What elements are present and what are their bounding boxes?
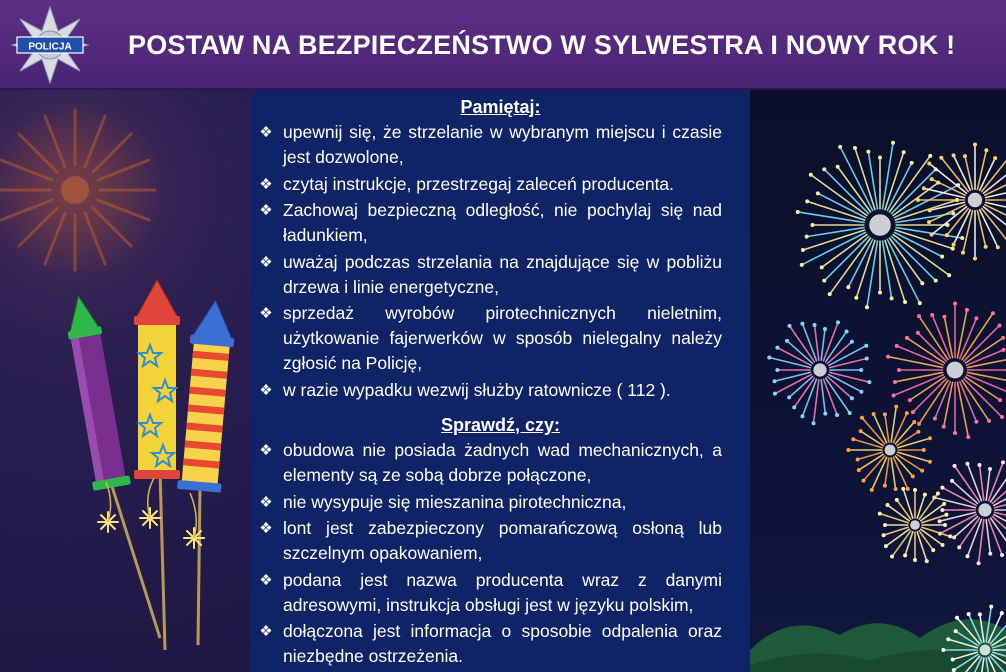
list-item: [251, 438, 750, 488]
list-item-text: upewnij się, że strzelanie w wybranym miejscu i czasie jest dozwolone,: [283, 122, 722, 167]
section-heading-check: Sprawdź, czy:: [440, 415, 561, 435]
diamond-bullet-icon: ❖: [259, 202, 273, 219]
list-item: [251, 378, 750, 403]
diamond-bullet-icon: ❖: [259, 493, 273, 511]
list-item-text: dołączona jest informacja o sposobie odpalenia oraz niezbędne ostrzeżenia.: [283, 621, 722, 666]
diamond-bullet-icon: ❖: [259, 175, 273, 193]
list-item: [251, 301, 750, 376]
diamond-bullet-icon: ❖: [259, 381, 273, 399]
police-star-badge-icon: [4, 4, 96, 86]
list-item-text: nie wysypuje się mieszanina pirotechniczna,: [283, 491, 627, 512]
list-item-text: Zachowaj bezpieczną odległość, nie pochylaj się nad ładunkiem,: [283, 200, 722, 245]
diamond-bullet-icon: ❖: [259, 520, 273, 537]
list-item-text: obudowa nie posiada żadnych wad mechanicznych, a elementy są ze sobą dobrze połączone,: [283, 440, 722, 485]
header-bar: [0, 0, 1006, 90]
list-item: [251, 516, 750, 566]
page-title: POSTAW NA BEZPIECZEŃSTWO W SYLWESTRA I NOWY ROK !: [128, 30, 956, 60]
list-item-text: podana jest nazwa producenta wraz z danymi adresowymi, instrukcja obsługi jest w języku polskim,: [283, 569, 722, 615]
left-decoration-panel: [0, 90, 251, 672]
right-decoration-panel: [750, 90, 1006, 672]
list-item: [251, 250, 750, 300]
diamond-bullet-icon: ❖: [259, 442, 273, 459]
diamond-bullet-icon: ❖: [259, 253, 273, 271]
diamond-bullet-icon: ❖: [259, 124, 273, 141]
list-item-text: lont jest zabezpieczony pomarańczową osłoną lub szczelnym opakowaniem,: [283, 518, 722, 563]
diamond-bullet-icon: ❖: [259, 571, 273, 589]
badge-label: POLICJA: [28, 41, 72, 53]
safety-tips-panel: [251, 90, 750, 672]
rockets-illustration-icon: [0, 90, 251, 672]
list-item: [251, 490, 750, 515]
list-item-text: czytaj instrukcje, przestrzegaj zaleceń producenta.: [283, 173, 675, 194]
diamond-bullet-icon: ❖: [259, 623, 273, 640]
list-item: [251, 120, 750, 170]
list-item-text: uważaj podczas strzelania na znajdujące się w pobliżu drzewa i linie energetyczne,: [283, 251, 722, 297]
list-item: [251, 198, 750, 248]
diamond-bullet-icon: ❖: [259, 305, 273, 322]
fireworks-illustration-icon: [750, 90, 1006, 672]
list-item: [251, 568, 750, 618]
list-item-text: sprzedaż wyrobów pirotechnicznych nieletnim, użytkowanie fajerwerków w sposób nielegalny należy zgłosić na Policję,: [283, 303, 722, 373]
list-item: [251, 619, 750, 669]
remember-list: [251, 120, 750, 404]
list-item: [251, 172, 750, 197]
section-heading-remember: Pamiętaj:: [460, 97, 541, 117]
list-item-text: w razie wypadku wezwij służby ratownicze ( 112 ).: [283, 379, 671, 400]
check-list: [251, 438, 750, 671]
